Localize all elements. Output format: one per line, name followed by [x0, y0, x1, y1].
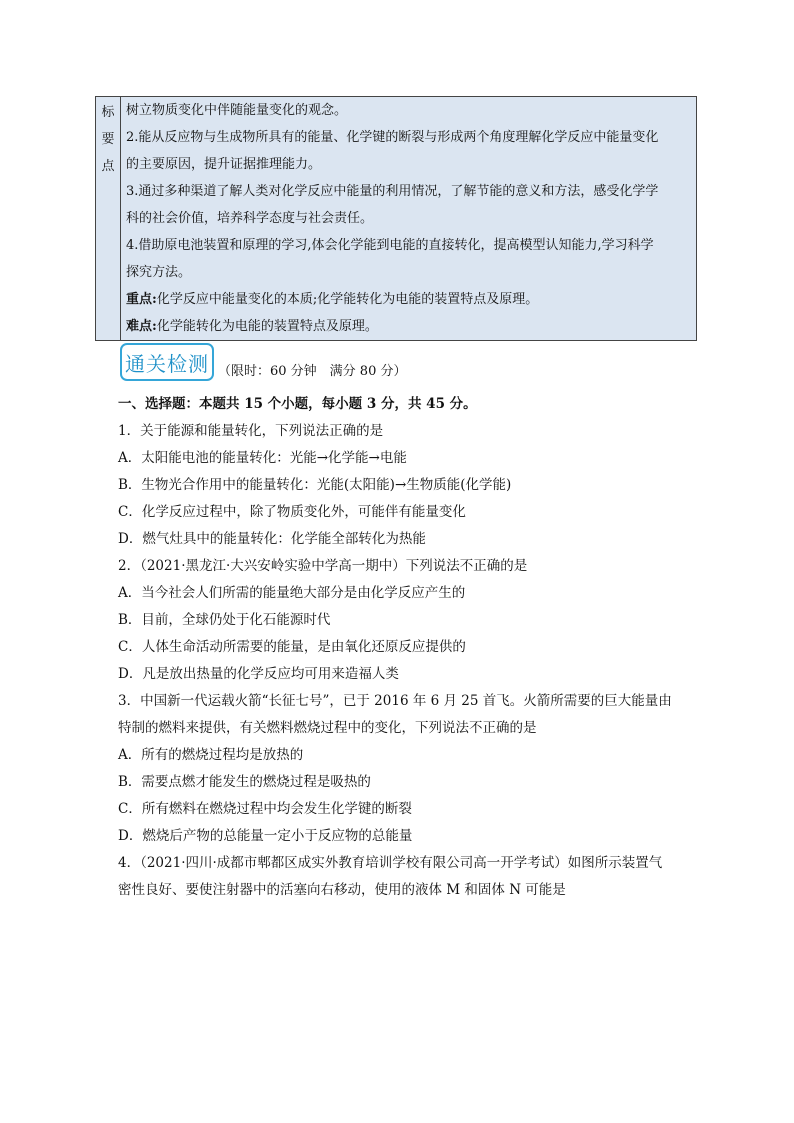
side-char: 标 [101, 105, 115, 120]
question-stem: 3．中国新一代运载火箭“长征七号”，已于 2016 年 6 月 25 首飞。火箭所需要的巨大能量由 [118, 693, 672, 709]
question-stem: 4．（2021·四川·成都市郫都区成实外教育培训学校有限公司高一开学考试）如图所示装置气 [118, 855, 663, 871]
question-option: B．生物光合作用中的能量转化：光能(太阳能)→生物质能(化学能) [118, 477, 512, 493]
objective-line: 4.借助原电池装置和原理的学习,体会化学能到电能的直接转化，提高模型认知能力,学习科学 [126, 238, 654, 253]
question-option: D．凡是放出热量的化学反应均可用来造福人类 [118, 666, 399, 682]
objectives-side-label [96, 97, 121, 340]
question-option: A．所有的燃烧过程均是放热的 [118, 747, 304, 763]
questions-area [118, 391, 708, 904]
question-stem: 2．（2021·黑龙江·大兴安岭实验中学高一期中）下列说法不正确的是 [118, 558, 528, 574]
difficult-points-text: 化学能转化为电能的装置特点及原理。 [156, 319, 378, 334]
question-option: D．燃烧后产物的总能量一定小于反应物的总能量 [118, 828, 413, 844]
question-option: A．当今社会人们所需的能量绝大部分是由化学反应产生的 [118, 585, 466, 601]
objective-line: 科的社会价值，培养科学态度与社会责任。 [126, 211, 374, 226]
objective-line: 的主要原因，提升证据推理能力。 [126, 157, 322, 172]
key-points-label: 重点: [126, 292, 157, 307]
objectives-box [95, 96, 697, 341]
question-option: C．化学反应过程中，除了物质变化外，可能伴有能量变化 [118, 504, 466, 520]
difficult-points-line [126, 313, 696, 340]
question-option: C．人体生命活动所需要的能量，是由氧化还原反应提供的 [118, 639, 466, 655]
question-stem: 特制的燃料来提供，有关燃料燃烧过程中的变化，下列说法不正确的是 [118, 720, 537, 736]
objective-line: 2.能从反应物与生成物所具有的能量、化学键的断裂与形成两个角度理解化学反应中能量变化 [126, 130, 659, 145]
question-option: B．需要点燃才能发生的燃烧过程是吸热的 [118, 774, 371, 790]
question-stem: 1．关于能源和能量转化，下列说法正确的是 [118, 423, 384, 439]
question [118, 850, 708, 904]
question-option: D．燃气灶具中的能量转化：化学能全部转化为热能 [118, 531, 426, 547]
objective-line: 3.通过多种渠道了解人类对化学反应中能量的利用情况，了解节能的意义和方法，感受化学学 [126, 184, 659, 199]
time-limit: （限时：60 分钟 满分 80 分） [218, 364, 407, 379]
key-points-text: 化学反应中能量变化的本质;化学能转化为电能的装置特点及原理。 [156, 292, 539, 307]
section-badge: 通关检测 [120, 343, 214, 381]
question [118, 688, 708, 850]
question-option: A．太阳能电池的能量转化：光能→化学能→电能 [118, 450, 407, 466]
question-option: B．目前，全球仍处于化石能源时代 [118, 612, 331, 628]
objective-line: 探究方法。 [126, 265, 192, 280]
question-stem: 密性良好、要使注射器中的活塞向右移动，使用的液体 M 和固体 N 可能是 [118, 882, 566, 898]
difficult-points-label: 难点: [126, 319, 157, 334]
question [118, 418, 708, 553]
test-header [120, 343, 406, 381]
question [118, 553, 708, 688]
key-points-line [126, 286, 696, 313]
question-option: C．所有燃料在燃烧过程中均会发生化学键的断裂 [118, 801, 412, 817]
objectives-body [121, 97, 696, 340]
side-char: 点 [101, 159, 115, 174]
side-char: 要 [101, 132, 115, 147]
section-heading: 一、选择题：本题共 15 个小题，每小题 3 分，共 45 分。 [118, 396, 477, 412]
objective-line: 树立物质变化中伴随能量变化的观念。 [126, 103, 348, 118]
